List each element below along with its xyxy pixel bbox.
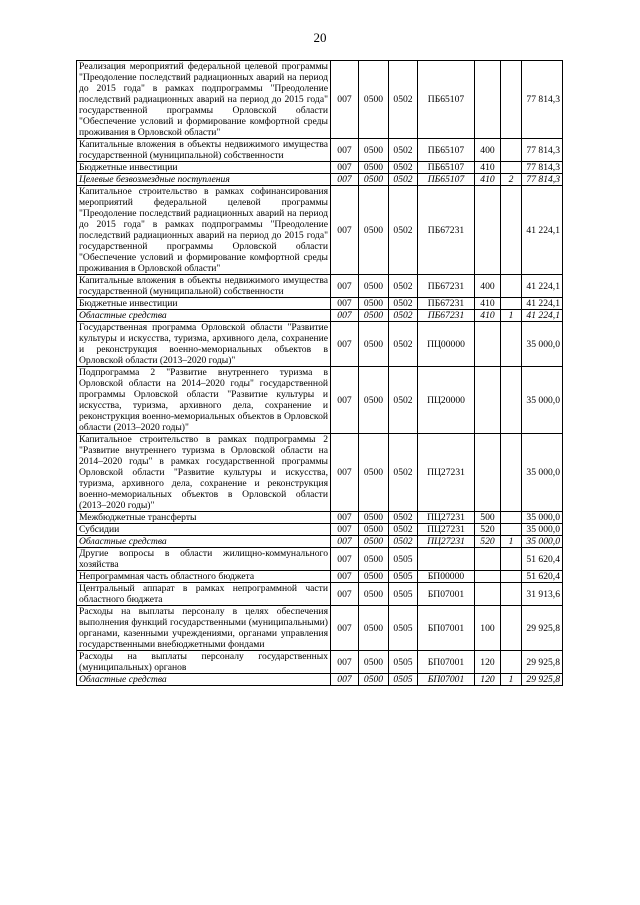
expense-type-code: 410 bbox=[475, 298, 501, 310]
amount: 41 224,1 bbox=[522, 298, 563, 310]
row-description: Другие вопросы в области жилищно-коммунального хозяйства bbox=[77, 548, 331, 571]
section-code: 0500 bbox=[359, 583, 389, 606]
funding-source-code bbox=[501, 367, 522, 434]
ministry-code: 007 bbox=[331, 524, 359, 536]
funding-source-code bbox=[501, 162, 522, 174]
subsection-code: 0502 bbox=[389, 162, 418, 174]
table-row bbox=[77, 61, 563, 139]
funding-source-code bbox=[501, 139, 522, 162]
row-description: Непрограммная часть областного бюджета bbox=[77, 571, 331, 583]
ministry-code: 007 bbox=[331, 298, 359, 310]
target-article-code: БП07001 bbox=[418, 674, 475, 686]
amount: 35 000,0 bbox=[522, 434, 563, 512]
target-article-code: БП07001 bbox=[418, 606, 475, 651]
expense-type-code bbox=[475, 322, 501, 367]
table-row bbox=[77, 434, 563, 512]
table-row bbox=[77, 367, 563, 434]
amount: 51 620,4 bbox=[522, 548, 563, 571]
subsection-code: 0502 bbox=[389, 275, 418, 298]
funding-source-code bbox=[501, 275, 522, 298]
amount: 41 224,1 bbox=[522, 310, 563, 322]
row-description: Подпрограмма 2 "Развитие внутреннего туризма в Орловской области на 2014–2020 годы" государственной программы Орловской области "Развитие культуры и искусства, туризма, архивного дела, сохранение и реконструкция военно-мемориальных объектов в Орловской области (2013–2020 годы)" bbox=[77, 367, 331, 434]
subsection-code: 0502 bbox=[389, 174, 418, 186]
amount: 77 814,3 bbox=[522, 61, 563, 139]
ministry-code: 007 bbox=[331, 322, 359, 367]
subsection-code: 0505 bbox=[389, 548, 418, 571]
section-code: 0500 bbox=[359, 512, 389, 524]
ministry-code: 007 bbox=[331, 61, 359, 139]
section-code: 0500 bbox=[359, 186, 389, 275]
target-article-code: ПЦ27231 bbox=[418, 536, 475, 548]
row-description: Областные средства bbox=[77, 310, 331, 322]
subsection-code: 0502 bbox=[389, 434, 418, 512]
target-article-code: ПЦ27231 bbox=[418, 434, 475, 512]
funding-source-code bbox=[501, 548, 522, 571]
target-article-code: БП07001 bbox=[418, 651, 475, 674]
table-row bbox=[77, 536, 563, 548]
ministry-code: 007 bbox=[331, 536, 359, 548]
section-code: 0500 bbox=[359, 139, 389, 162]
table-row bbox=[77, 186, 563, 275]
row-description: Капитальное строительство в рамках подпрограммы 2 "Развитие внутреннего туризма в Орловской области на 2014–2020 годы" в рамках государственной программы Орловской области "Развитие культуры и искусства, туризма, архивного дела, сохранение и реконструкция военно-мемориальных объектов в Орловской области (2013–2020 годы)" bbox=[77, 434, 331, 512]
amount: 41 224,1 bbox=[522, 275, 563, 298]
subsection-code: 0502 bbox=[389, 536, 418, 548]
amount: 41 224,1 bbox=[522, 186, 563, 275]
subsection-code: 0505 bbox=[389, 651, 418, 674]
subsection-code: 0502 bbox=[389, 186, 418, 275]
ministry-code: 007 bbox=[331, 174, 359, 186]
ministry-code: 007 bbox=[331, 606, 359, 651]
row-description: Капитальные вложения в объекты недвижимого имущества государственной (муниципальной) собственности bbox=[77, 139, 331, 162]
amount: 29 925,8 bbox=[522, 651, 563, 674]
section-code: 0500 bbox=[359, 275, 389, 298]
target-article-code: ПБ65107 bbox=[418, 162, 475, 174]
amount: 77 814,3 bbox=[522, 174, 563, 186]
table-row bbox=[77, 275, 563, 298]
subsection-code: 0502 bbox=[389, 512, 418, 524]
expense-type-code: 400 bbox=[475, 275, 501, 298]
row-description: Межбюджетные трансферты bbox=[77, 512, 331, 524]
funding-source-code: 1 bbox=[501, 674, 522, 686]
page-number: 20 bbox=[313, 30, 327, 45]
target-article-code: ПБ67231 bbox=[418, 186, 475, 275]
expense-type-code: 120 bbox=[475, 674, 501, 686]
expense-type-code bbox=[475, 548, 501, 571]
amount: 77 814,3 bbox=[522, 139, 563, 162]
subsection-code: 0505 bbox=[389, 571, 418, 583]
table-row bbox=[77, 524, 563, 536]
expense-type-code bbox=[475, 571, 501, 583]
amount: 77 814,3 bbox=[522, 162, 563, 174]
target-article-code: ПБ65107 bbox=[418, 139, 475, 162]
target-article-code: БП00000 bbox=[418, 571, 475, 583]
funding-source-code bbox=[501, 583, 522, 606]
table-row bbox=[77, 322, 563, 367]
section-code: 0500 bbox=[359, 298, 389, 310]
expense-type-code bbox=[475, 61, 501, 139]
section-code: 0500 bbox=[359, 61, 389, 139]
subsection-code: 0505 bbox=[389, 674, 418, 686]
budget-table-body bbox=[77, 61, 563, 686]
table-row bbox=[77, 174, 563, 186]
funding-source-code bbox=[501, 606, 522, 651]
target-article-code: БП07001 bbox=[418, 583, 475, 606]
section-code: 0500 bbox=[359, 434, 389, 512]
expense-type-code bbox=[475, 367, 501, 434]
funding-source-code bbox=[501, 186, 522, 275]
table-row bbox=[77, 548, 563, 571]
funding-source-code bbox=[501, 651, 522, 674]
target-article-code: ПБ65107 bbox=[418, 174, 475, 186]
expense-type-code bbox=[475, 583, 501, 606]
table-row bbox=[77, 298, 563, 310]
amount: 31 913,6 bbox=[522, 583, 563, 606]
expense-type-code: 500 bbox=[475, 512, 501, 524]
expense-type-code: 400 bbox=[475, 139, 501, 162]
target-article-code: ПЦ00000 bbox=[418, 322, 475, 367]
funding-source-code: 1 bbox=[501, 310, 522, 322]
expense-type-code bbox=[475, 186, 501, 275]
subsection-code: 0505 bbox=[389, 606, 418, 651]
ministry-code: 007 bbox=[331, 434, 359, 512]
subsection-code: 0502 bbox=[389, 139, 418, 162]
target-article-code: ПБ67231 bbox=[418, 310, 475, 322]
target-article-code: ПБ65107 bbox=[418, 61, 475, 139]
row-description: Капитальное строительство в рамках софинансирования мероприятий федеральной целевой программы "Преодоление последствий радиационных аварий на период до 2015 года" в рамках подпрограммы "Преодоление последствий радиационных аварий на период до 2015 года" государственной программы Орловской области "Обеспечение условий и формирование комфортной среды проживания в Орловской области" bbox=[77, 186, 331, 275]
ministry-code: 007 bbox=[331, 186, 359, 275]
budget-table bbox=[76, 60, 563, 686]
section-code: 0500 bbox=[359, 174, 389, 186]
ministry-code: 007 bbox=[331, 367, 359, 434]
funding-source-code bbox=[501, 61, 522, 139]
ministry-code: 007 bbox=[331, 674, 359, 686]
section-code: 0500 bbox=[359, 606, 389, 651]
row-description: Целевые безвозмездные поступления bbox=[77, 174, 331, 186]
row-description: Реализация мероприятий федеральной целевой программы "Преодоление последствий радиационных аварий на период до 2015 года" в рамках подпрограммы "Преодоление последствий радиационных аварий на период до 2015 года" государственной программы Орловской области "Обеспечение условий и формирование комфортной среды проживания в Орловской области" bbox=[77, 61, 331, 139]
subsection-code: 0502 bbox=[389, 61, 418, 139]
ministry-code: 007 bbox=[331, 583, 359, 606]
ministry-code: 007 bbox=[331, 651, 359, 674]
target-article-code: ПБ67231 bbox=[418, 298, 475, 310]
expense-type-code: 410 bbox=[475, 174, 501, 186]
row-description: Областные средства bbox=[77, 536, 331, 548]
row-description: Бюджетные инвестиции bbox=[77, 298, 331, 310]
table-row bbox=[77, 512, 563, 524]
section-code: 0500 bbox=[359, 524, 389, 536]
amount: 51 620,4 bbox=[522, 571, 563, 583]
subsection-code: 0502 bbox=[389, 298, 418, 310]
amount: 35 000,0 bbox=[522, 367, 563, 434]
target-article-code: ПЦ27231 bbox=[418, 512, 475, 524]
table-row bbox=[77, 310, 563, 322]
amount: 29 925,8 bbox=[522, 606, 563, 651]
amount: 35 000,0 bbox=[522, 536, 563, 548]
expense-type-code: 520 bbox=[475, 536, 501, 548]
target-article-code bbox=[418, 548, 475, 571]
subsection-code: 0502 bbox=[389, 367, 418, 434]
table-row bbox=[77, 571, 563, 583]
expense-type-code bbox=[475, 434, 501, 512]
expense-type-code: 410 bbox=[475, 162, 501, 174]
row-description: Государственная программа Орловской области "Развитие культуры и искусства, туризма, архивного дела, сохранение и реконструкция военно-мемориальных объектов в Орловской области (2013–2020 годы)" bbox=[77, 322, 331, 367]
row-description: Субсидии bbox=[77, 524, 331, 536]
section-code: 0500 bbox=[359, 571, 389, 583]
ministry-code: 007 bbox=[331, 139, 359, 162]
subsection-code: 0502 bbox=[389, 310, 418, 322]
section-code: 0500 bbox=[359, 322, 389, 367]
ministry-code: 007 bbox=[331, 512, 359, 524]
funding-source-code bbox=[501, 434, 522, 512]
funding-source-code bbox=[501, 322, 522, 367]
section-code: 0500 bbox=[359, 536, 389, 548]
target-article-code: ПЦ20000 bbox=[418, 367, 475, 434]
amount: 29 925,8 bbox=[522, 674, 563, 686]
subsection-code: 0505 bbox=[389, 583, 418, 606]
expense-type-code: 520 bbox=[475, 524, 501, 536]
target-article-code: ПЦ27231 bbox=[418, 524, 475, 536]
table-row bbox=[77, 162, 563, 174]
funding-source-code bbox=[501, 298, 522, 310]
row-description: Бюджетные инвестиции bbox=[77, 162, 331, 174]
funding-source-code: 1 bbox=[501, 536, 522, 548]
ministry-code: 007 bbox=[331, 275, 359, 298]
section-code: 0500 bbox=[359, 651, 389, 674]
amount: 35 000,0 bbox=[522, 524, 563, 536]
ministry-code: 007 bbox=[331, 310, 359, 322]
row-description: Областные средства bbox=[77, 674, 331, 686]
section-code: 0500 bbox=[359, 162, 389, 174]
row-description: Центральный аппарат в рамках непрограммной части областного бюджета bbox=[77, 583, 331, 606]
expense-type-code: 120 bbox=[475, 651, 501, 674]
target-article-code: ПБ67231 bbox=[418, 275, 475, 298]
amount: 35 000,0 bbox=[522, 512, 563, 524]
amount: 35 000,0 bbox=[522, 322, 563, 367]
row-description: Расходы на выплаты персоналу в целях обеспечения выполнения функций государственными (муниципальными) органами, казенными учреждениями, органами управления государственными внебюджетными фондами bbox=[77, 606, 331, 651]
section-code: 0500 bbox=[359, 310, 389, 322]
subsection-code: 0502 bbox=[389, 524, 418, 536]
row-description: Капитальные вложения в объекты недвижимого имущества государственной (муниципальной) собственности bbox=[77, 275, 331, 298]
table-row bbox=[77, 606, 563, 651]
section-code: 0500 bbox=[359, 548, 389, 571]
funding-source-code bbox=[501, 512, 522, 524]
ministry-code: 007 bbox=[331, 548, 359, 571]
funding-source-code: 2 bbox=[501, 174, 522, 186]
ministry-code: 007 bbox=[331, 162, 359, 174]
table-row bbox=[77, 651, 563, 674]
row-description: Расходы на выплаты персоналу государственных (муниципальных) органов bbox=[77, 651, 331, 674]
ministry-code: 007 bbox=[331, 571, 359, 583]
section-code: 0500 bbox=[359, 674, 389, 686]
section-code: 0500 bbox=[359, 367, 389, 434]
funding-source-code bbox=[501, 571, 522, 583]
table-row bbox=[77, 583, 563, 606]
table-row bbox=[77, 674, 563, 686]
expense-type-code: 410 bbox=[475, 310, 501, 322]
funding-source-code bbox=[501, 524, 522, 536]
expense-type-code: 100 bbox=[475, 606, 501, 651]
table-row bbox=[77, 139, 563, 162]
subsection-code: 0502 bbox=[389, 322, 418, 367]
